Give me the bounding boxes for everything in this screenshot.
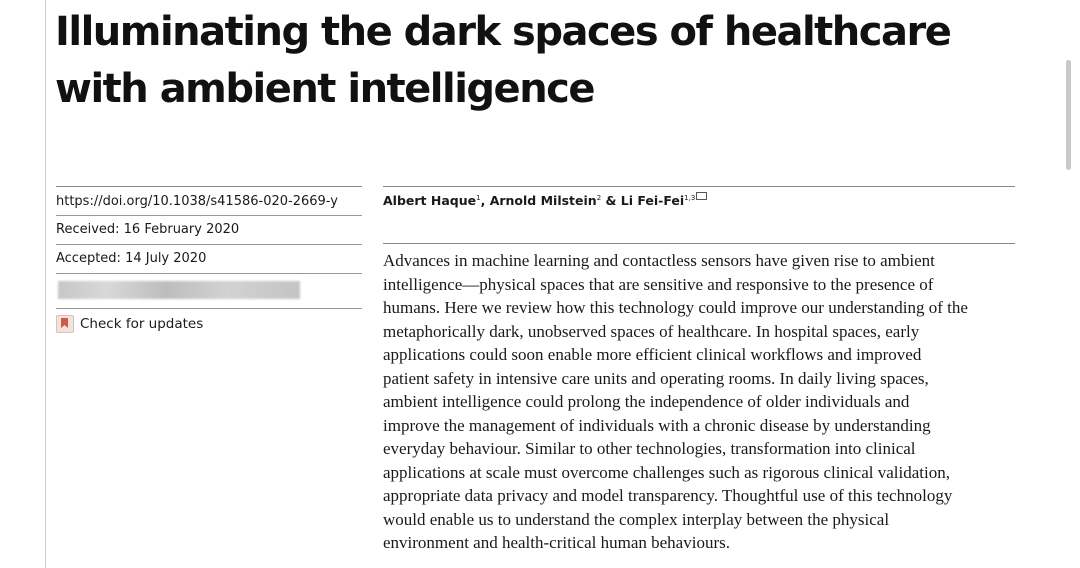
authors-top-rule — [383, 186, 1015, 187]
check-for-updates-button[interactable] — [56, 309, 362, 339]
article-metadata — [56, 188, 362, 339]
author-name[interactable]: Arnold Milstein — [489, 193, 597, 208]
article-title — [55, 4, 1055, 118]
abstract-line: humans. Here we review how this technology could improve our understanding of the — [383, 298, 968, 317]
abstract-line: applications at scale must overcome challenges such as rigorous clinical validation, — [383, 462, 950, 482]
scrollbar[interactable] — [1064, 0, 1074, 568]
author-separator: , — [480, 193, 490, 208]
abstract — [383, 249, 1033, 555]
abstract-line: patient safety in intensive care units and operating rooms. In daily living spaces, — [383, 368, 929, 388]
accepted-date: Accepted: 14 July 2020 — [56, 245, 362, 274]
received-date: Received: 16 February 2020 — [56, 216, 362, 245]
abstract-line: everyday behaviour. Similar to other technologies, transformation into clinical — [383, 439, 916, 458]
author-name[interactable]: Li Fei-Fei — [620, 193, 685, 208]
abstract-line: improve the management of individuals with a chronic disease by understanding — [383, 415, 931, 435]
check-for-updates-label: Check for updates — [80, 316, 204, 332]
author-name[interactable]: Albert Haque — [383, 193, 477, 208]
page-left-edge — [45, 0, 46, 568]
email-icon[interactable] — [696, 192, 707, 200]
author-list — [383, 193, 707, 208]
abstract-line: appropriate data privacy and model transparency. Thoughtful use of this technology — [383, 486, 953, 505]
title-line: Illuminating the dark spaces of healthcare — [55, 9, 951, 55]
author-affiliation: 2 — [596, 193, 602, 202]
author-separator: & — [601, 193, 621, 208]
abstract-line: environment and health-critical human behaviours. — [383, 533, 730, 552]
doi-link[interactable]: https://doi.org/10.1038/s41586-020-2669-y — [56, 188, 362, 216]
author-affiliation: 1,3 — [684, 193, 696, 202]
abstract-line: would enable us to understand the complex interplay between the physical — [383, 509, 890, 529]
redacted-field — [56, 274, 362, 309]
title-line: with ambient intelligence — [55, 66, 595, 112]
abstract-line: Advances in machine learning and contactless sensors have given rise to ambient — [383, 251, 935, 270]
abstract-line: metaphorically dark, unobserved spaces of healthcare. In hospital spaces, early — [383, 321, 920, 341]
bookmark-icon — [56, 315, 74, 333]
scrollbar-thumb[interactable] — [1066, 60, 1071, 170]
abstract-top-rule — [383, 243, 1015, 244]
abstract-line: ambient intelligence could prolong the independence of older individuals and — [383, 392, 910, 411]
blurred-text — [58, 281, 300, 299]
abstract-line: intelligence—physical spaces that are sensitive and responsive to the presence of — [383, 274, 934, 294]
abstract-line: applications could soon enable more efficient clinical workflows and improved — [383, 345, 922, 364]
author-affiliation: 1 — [476, 193, 481, 202]
meta-top-rule — [56, 186, 362, 187]
